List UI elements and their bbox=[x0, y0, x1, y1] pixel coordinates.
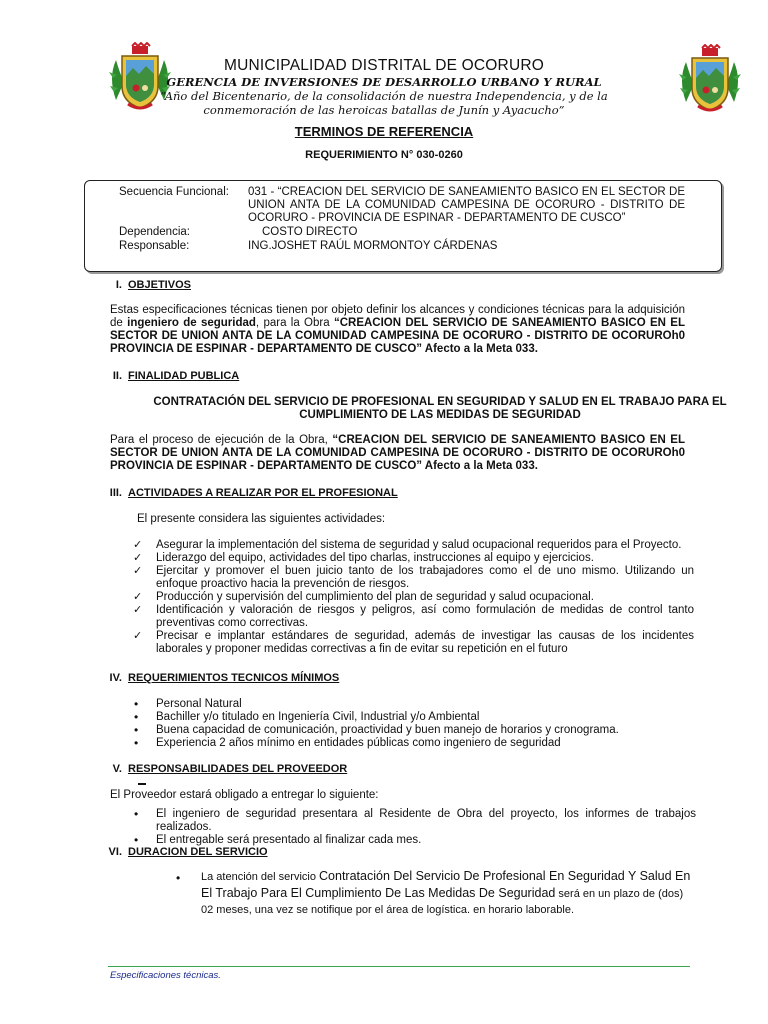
list-item-text: El entregable será presentado al finalizar cada mes. bbox=[156, 834, 422, 846]
footer-divider bbox=[108, 966, 690, 967]
list-item-text: Identificación y valoración de riesgos y peligros, así como formulación de medidas de control tanto preventivas como correctivas. bbox=[156, 604, 694, 629]
duracion-text-c: será en un plazo de (dos) 02 meses, una vez se notifique por el área de logística. en horario laborable. bbox=[201, 888, 684, 916]
finalidad-bold: “CREACION DEL SERVICIO DE SANEAMIENTO BASICO EN EL SECTOR DE UNION ANTA DE LA COMUNIDAD CAMPESINA DE OCORURO - DISTRITO DE OCORUROh0 PROVINCIA DE ESPINAR - DEPARTAMENTO DE CUSCO” Afecto a la Meta 033. bbox=[110, 434, 685, 472]
year-motto bbox=[0, 89, 768, 117]
list-item bbox=[134, 807, 696, 834]
check-icon: ✓ bbox=[133, 552, 143, 564]
footer-text: Especificaciones técnicas. bbox=[110, 970, 221, 981]
year-motto-line-2: conmemoración de las heroicas batallas de Junín y Ayacucho” bbox=[203, 103, 565, 117]
section-title: DURACION DEL SERVICIO bbox=[128, 846, 268, 858]
document-title: TERMINOS DE REFERENCIA bbox=[294, 124, 474, 139]
list-item-text: Precisar e implantar estándares de seguridad, además de investigar las causas de los incidentes laborales y proponer medidas correctivas a fin de evitar su repetición en el futuro bbox=[156, 630, 694, 655]
check-icon: ✓ bbox=[133, 539, 143, 551]
section-requerimientos-heading bbox=[100, 672, 339, 684]
dependency-label: Dependencia: bbox=[119, 226, 190, 238]
finalidad-text: Para el proceso de ejecución de la Obra, bbox=[110, 434, 333, 446]
finalidad-paragraph bbox=[110, 434, 685, 473]
list-item-text: Experiencia 2 años mínimo en entidades públicas como ingeniero de seguridad bbox=[156, 737, 561, 749]
check-icon: ✓ bbox=[133, 630, 143, 642]
bullet-icon: • bbox=[134, 723, 139, 737]
bullet-icon: • bbox=[134, 833, 139, 847]
section-responsabilidades-heading bbox=[100, 763, 347, 775]
objetivos-paragraph bbox=[110, 304, 685, 356]
responsible-value: ING.JOSHET RAÚL MORMONTOY CÁRDENAS bbox=[248, 240, 498, 252]
section-duracion-heading bbox=[100, 846, 268, 858]
year-motto-line-1: “Año del Bicentenario, de la consolidación de nuestra Independencia, y de la bbox=[160, 89, 608, 103]
list-item-text: Personal Natural bbox=[156, 698, 242, 710]
finalidad-heading-line-2: CUMPLIMIENTO DE LAS MEDIDAS DE SEGURIDAD bbox=[299, 409, 581, 421]
responsabilidades-list bbox=[134, 807, 696, 847]
section-number: V. bbox=[112, 763, 122, 775]
section-title: OBJETIVOS bbox=[128, 279, 191, 291]
bullet-icon: • bbox=[176, 871, 181, 885]
section-title: ACTIVIDADES A REALIZAR POR EL PROFESIONAL bbox=[128, 487, 398, 499]
section-number: III. bbox=[109, 487, 122, 499]
responsabilidades-intro: El Proveedor estará obligado a entregar lo siguiente: bbox=[110, 789, 379, 801]
objetivos-text-2: , para la Obra bbox=[255, 317, 334, 329]
section-title: REQUERIMIENTOS TECNICOS MÍNIMOS bbox=[128, 672, 340, 684]
bullet-icon: • bbox=[134, 807, 139, 821]
responsible-label: Responsable: bbox=[119, 240, 190, 252]
check-icon: ✓ bbox=[133, 591, 143, 603]
organization-name: MUNICIPALIDAD DISTRITAL DE OCORURO bbox=[224, 57, 544, 74]
objetivos-text-1: Estas especificaciones técnicas tienen por objeto definir los alcances y condiciones técnicas para la adquisición de bbox=[110, 304, 685, 329]
sequence-value: 031 - “CREACION DEL SERVICIO DE SANEAMIENTO BASICO EN EL SECTOR DE UNION ANTA DE LA COMUNIDAD CAMPESINA DE OCORURO - DISTRITO DE OCORURO - PROVINCIA DE ESPINAR - DEPARTAMENTO DE CUSCO” bbox=[248, 186, 685, 224]
duracion-text-a: La atención del servicio bbox=[201, 871, 320, 883]
requerimientos-list bbox=[134, 697, 696, 750]
check-icon: ✓ bbox=[133, 565, 143, 577]
list-item bbox=[133, 565, 694, 591]
list-item bbox=[133, 604, 694, 630]
section-finalidad-heading bbox=[100, 370, 239, 382]
section-number: I. bbox=[115, 279, 122, 291]
duracion-paragraph bbox=[201, 868, 694, 918]
list-item-text: Producción y supervisión del cumplimiento del plan de seguridad y salud ocupacional. bbox=[156, 591, 594, 603]
section-objetivos-heading bbox=[100, 279, 191, 291]
list-item bbox=[133, 591, 694, 604]
list-item bbox=[133, 539, 694, 552]
section-actividades-heading bbox=[100, 487, 398, 499]
section-number: IV. bbox=[109, 672, 122, 684]
section-title: FINALIDAD PUBLICA bbox=[128, 370, 240, 382]
section-number: II. bbox=[112, 370, 122, 382]
list-item bbox=[134, 736, 696, 750]
bullet-icon: • bbox=[134, 710, 139, 724]
finalidad-heading bbox=[150, 396, 730, 422]
finalidad-heading-line-1: CONTRATACIÓN DEL SERVICIO DE PROFESIONAL EN SEGURIDAD Y SALUD EN EL TRABAJO PARA EL bbox=[153, 396, 727, 408]
duracion-text-b: Contratación Del Servicio De Profesional En Seguridad Y Salud En El Trabajo Para El Cumplimiento De Las Medidas De Seguridad bbox=[201, 869, 691, 900]
actividades-intro: El presente considera las siguientes actividades: bbox=[137, 513, 386, 525]
requirement-number: REQUERIMIENTO N° 030-0260 bbox=[305, 149, 463, 161]
list-item-text: Bachiller y/o titulado en Ingeniería Civil, Industrial y/o Ambiental bbox=[156, 711, 480, 723]
list-item-text: Liderazgo del equipo, actividades del tipo charlas, instrucciones al equipo y ejercicios. bbox=[156, 552, 594, 564]
sequence-label: Secuencia Funcional: bbox=[119, 186, 229, 198]
list-item-text: Ejercitar y promover el buen juicio tanto de los trabajadores como el de uno mismo. Utilizando un enfoque proactivo hacia la prevención de riesgos. bbox=[156, 565, 694, 590]
dependency-value: COSTO DIRECTO bbox=[262, 226, 358, 238]
section-number: VI. bbox=[108, 846, 122, 858]
list-item bbox=[134, 710, 696, 724]
objetivos-bold-1: ingeniero de seguridad bbox=[127, 317, 256, 329]
list-item bbox=[133, 630, 694, 656]
list-item bbox=[134, 723, 696, 737]
section-title: RESPONSABILIDADES DEL PROVEEDOR bbox=[128, 763, 348, 775]
bullet-icon: • bbox=[134, 736, 139, 750]
list-item bbox=[134, 697, 696, 711]
list-item bbox=[133, 552, 694, 565]
stray-mark bbox=[138, 783, 146, 785]
list-item-text: El ingeniero de seguridad presentara al Residente de Obra del proyecto, los informes de trabajos realizados. bbox=[156, 808, 696, 833]
department-name: GERENCIA DE INVERSIONES DE DESARROLLO URBANO Y RURAL bbox=[166, 75, 602, 89]
list-item-text: Buena capacidad de comunicación, proactividad y buen manejo de horarios y cronograma. bbox=[156, 724, 619, 736]
check-icon: ✓ bbox=[133, 604, 143, 616]
bullet-icon: • bbox=[134, 697, 139, 711]
list-item-text: Asegurar la implementación del sistema de seguridad y salud ocupacional requeridos para el Proyecto. bbox=[156, 539, 682, 551]
actividades-list bbox=[133, 539, 694, 656]
objetivos-bold-2: “CREACION DEL SERVICIO DE SANEAMIENTO BASICO EN EL SECTOR DE UNION ANTA DE LA COMUNIDAD CAMPESINA DE OCORURO - DISTRITO DE OCORUROh0 PROVINCIA DE ESPINAR - DEPARTAMENTO DE CUSCO” Afecto a la Meta 033. bbox=[110, 317, 685, 355]
